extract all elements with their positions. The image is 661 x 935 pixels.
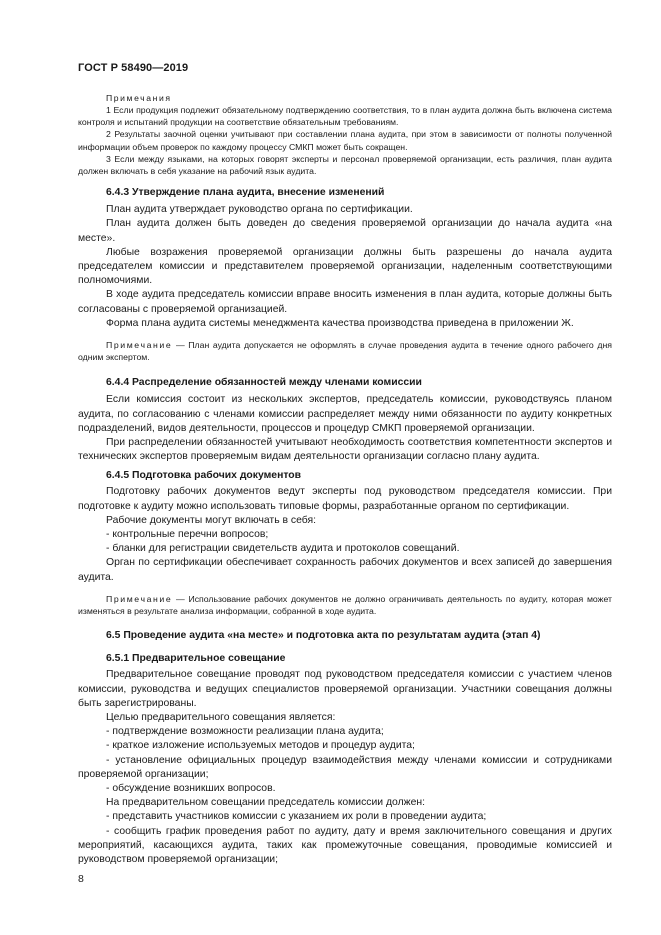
list-item: - подтверждение возможности реализации плана аудита; bbox=[106, 726, 384, 738]
note-label: Примечание bbox=[106, 593, 173, 604]
note-text: — План аудита допускается не оформлять в случае проведения аудита в течение одного рабочего дня одним экспертом. bbox=[78, 340, 612, 363]
list-item: - сообщить график проведения работ по аудиту, дату и время заключительного совещания и других мероприятий, касающихся аудита, таких как промежуточные совещания, проводимые комиссией и руководством проверяемой организации; bbox=[78, 825, 612, 865]
paragraph: Рабочие документы могут включать в себя: bbox=[106, 514, 316, 526]
section-heading-6-4-4: 6.4.4 Распределение обязанностей между членами комиссии bbox=[106, 377, 422, 389]
paragraph: Любые возражения проверяемой организации должны быть разрешены до начала аудита председателем комиссии и представителем проверяемой организации, наделенным соответствующими полномочиями. bbox=[78, 246, 612, 287]
paragraph: Подготовку рабочих документов ведут эксперты под руководством председателя комиссии. При подготовке к аудиту можно использовать типовые формы, разработанные органом по сертификации. bbox=[78, 486, 612, 512]
paragraph: Предварительное совещание проводят под руководством председателя комиссии с участием членов комиссии, руководства и ведущих специалистов проверяемой организации. Участники совещания должны быть зарегистрированы. bbox=[78, 669, 612, 709]
page-content bbox=[78, 92, 612, 867]
list-item: - представить участников комиссии с указанием их роли в проведении аудита; bbox=[106, 811, 487, 823]
list-item: - установление официальных процедур взаимодействия между членами комиссии и сотрудниками проверяемой организации; bbox=[78, 754, 612, 780]
section-heading-6-5-1: 6.5.1 Предварительное совещание bbox=[106, 653, 286, 665]
note-text: — Использование рабочих документов не должно ограничивать деятельность по аудиту, которая может изменяться в результате анализа информации, собранной в ходе аудита. bbox=[78, 593, 612, 617]
section-heading-6-5: 6.5 Проведение аудита «на месте» и подготовка акта по результатам аудита (этап 4) bbox=[106, 630, 541, 642]
paragraph: Орган по сертификации обеспечивает сохранность рабочих документов и всех записей до завершения аудита. bbox=[78, 557, 612, 583]
note-item-1: 1 Если продукция подлежит обязательному подтверждению соответствия, то в план аудита должна быть включена система контроля и испытаний продукции на соответствие обязательным требованиям. bbox=[78, 105, 612, 128]
list-item: - краткое изложение используемых методов и процедур аудита; bbox=[106, 740, 415, 752]
standard-header: ГОСТ Р 58490—2019 bbox=[78, 62, 189, 74]
section-heading-6-4-3: 6.4.3 Утверждение плана аудита, внесение изменений bbox=[106, 187, 385, 199]
paragraph: План аудита должен быть доведен до сведения проверяемой организации до начала аудита «на месте». bbox=[78, 218, 612, 244]
paragraph: Если комиссия состоит из нескольких экспертов, председатель комиссии, руководствуясь планом аудита, по согласованию с членами комиссии распределяет между ними обязанности по аудиту конкретных подразделений, видов деятельности, процессов и процедур СМКП проверяемой организации. bbox=[78, 394, 612, 434]
page-number: 8 bbox=[78, 873, 84, 885]
paragraph: Целью предварительного совещания является: bbox=[106, 711, 336, 723]
paragraph: В ходе аудита председатель комиссии вправе вносить изменения в план аудита, которые должны быть согласованы с проверяемой организацией. bbox=[78, 289, 612, 315]
note-label: Примечание bbox=[106, 340, 173, 351]
note-item-2: 2 Результаты заочной оценки учитывают при составлении плана аудита, при этом в зависимости от полноты полученной информации объем проверок по каждому процессу СМКП может быть сокращен. bbox=[78, 129, 612, 152]
note-6-4-5 bbox=[78, 593, 612, 617]
section-heading-6-4-5: 6.4.5 Подготовка рабочих документов bbox=[106, 470, 302, 482]
paragraph: Форма плана аудита системы менеджмента качества производства приведена в приложении Ж. bbox=[106, 317, 574, 329]
paragraph: При распределении обязанностей учитывают необходимость соответствия компетентности экспертов и технических экспертов проверяемым видам деятельности организации согласно плану аудита. bbox=[78, 437, 612, 463]
list-item: - контрольные перечни вопросов; bbox=[106, 529, 269, 541]
note-item-3: 3 Если между языками, на которых говорят эксперты и персонал проверяемой организации, есть различия, план аудита должен включать в себя указание на рабочий язык аудита. bbox=[78, 153, 612, 177]
paragraph: План аудита утверждает руководство органа по сертификации. bbox=[106, 204, 413, 216]
list-item: - бланки для регистрации свидетельств аудита и протоколов совещаний. bbox=[106, 543, 460, 555]
list-item: - обсуждение возникших вопросов. bbox=[106, 782, 276, 794]
note-6-4-3 bbox=[78, 339, 612, 363]
paragraph: На предварительном совещании председатель комиссии должен: bbox=[106, 797, 426, 809]
notes-label: Примечания bbox=[106, 93, 172, 103]
